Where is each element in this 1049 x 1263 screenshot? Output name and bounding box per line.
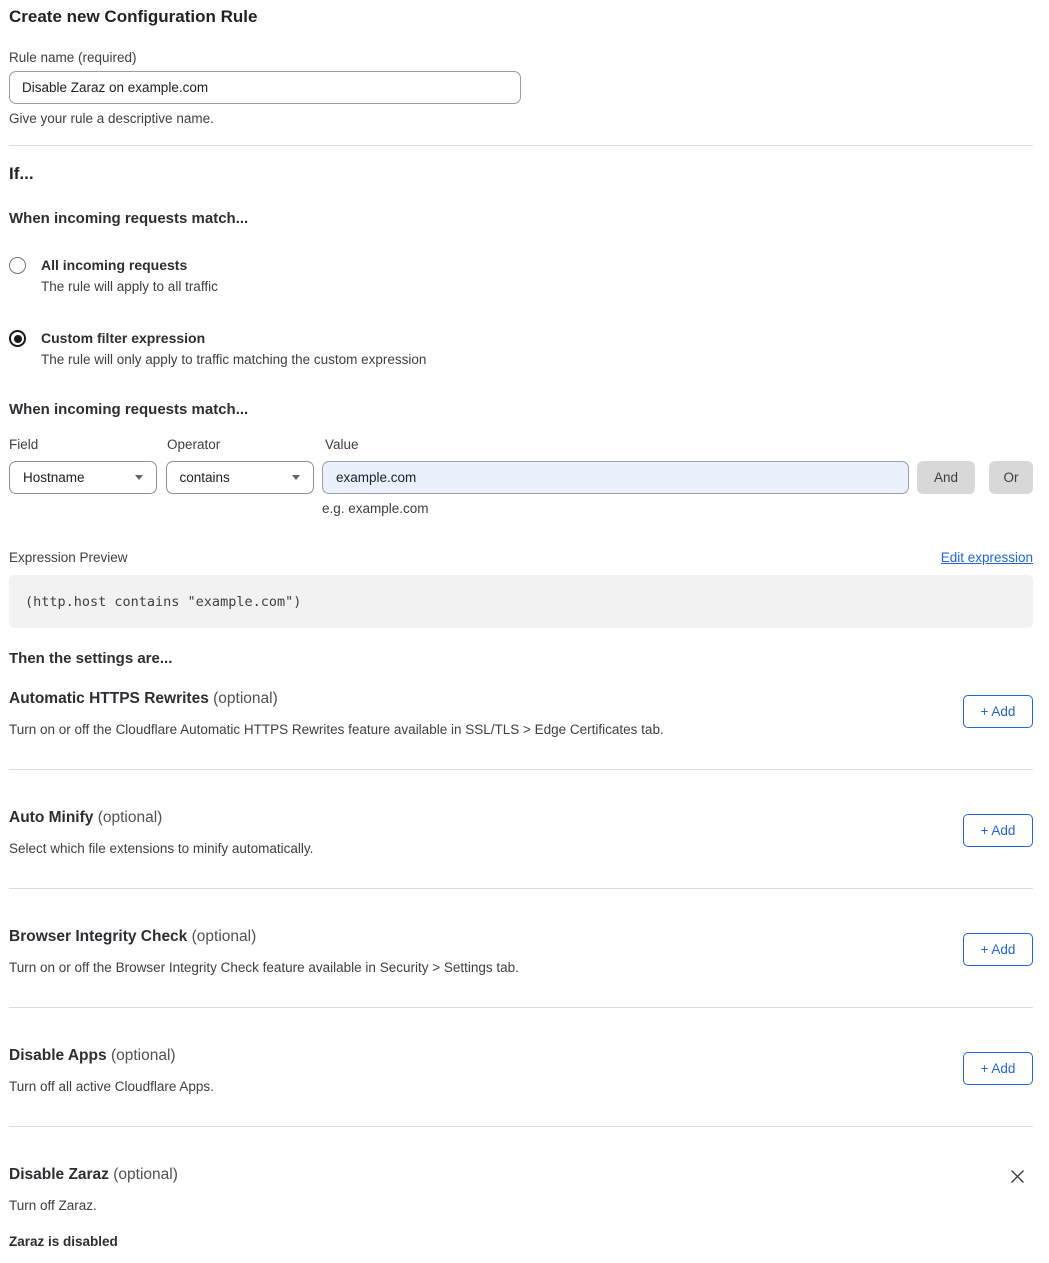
optional-tag: (optional) <box>110 1047 176 1064</box>
expression-preview-box <box>9 575 1033 628</box>
expression-text: (http.host contains "example.com") <box>25 593 302 610</box>
setting-description: Turn on or off the Browser Integrity Check feature available in Security > Settings tab. <box>9 960 519 975</box>
rule-name-input[interactable] <box>9 71 521 104</box>
rule-name-helper: Give your rule a descriptive name. <box>9 111 214 126</box>
radio-all-incoming-label: All incoming requests <box>41 257 188 273</box>
chevron-down-icon <box>135 475 143 480</box>
close-icon <box>1010 1169 1025 1184</box>
page-title: Create new Configuration Rule <box>9 7 258 26</box>
section-divider <box>9 145 1033 146</box>
and-button[interactable]: And <box>917 461 975 494</box>
setting-title: Disable Apps <box>9 1047 107 1064</box>
radio-option-custom-filter[interactable] <box>9 329 1033 369</box>
add-browser-integrity-check-button[interactable]: + Add <box>963 933 1033 966</box>
setting-title: Auto Minify <box>9 809 94 826</box>
incoming-requests-subheading: When incoming requests match... <box>9 210 249 227</box>
operator-select-value: contains <box>179 470 230 485</box>
setting-title: Disable Zaraz <box>9 1166 109 1183</box>
optional-tag: (optional) <box>97 809 163 826</box>
edit-expression-link[interactable]: Edit expression <box>940 550 1033 565</box>
add-auto-minify-button[interactable]: + Add <box>963 814 1033 847</box>
value-label: Value <box>325 437 359 452</box>
or-button[interactable]: Or <box>989 461 1033 494</box>
field-label: Field <box>9 437 39 452</box>
setting-browser-integrity-check <box>9 889 1033 1008</box>
radio-option-all-incoming[interactable] <box>9 256 1033 296</box>
field-select-value: Hostname <box>23 470 85 485</box>
setting-description: Turn off Zaraz. <box>9 1198 97 1213</box>
zaraz-status-text: Zaraz is disabled <box>9 1234 118 1249</box>
setting-disable-zaraz <box>9 1127 1033 1251</box>
setting-description: Turn on or off the Cloudflare Automatic HTTPS Rewrites feature available in SSL/TLS > Edge Certificates tab. <box>9 722 664 737</box>
setting-title: Automatic HTTPS Rewrites <box>9 690 209 707</box>
setting-description: Turn off all active Cloudflare Apps. <box>9 1079 214 1094</box>
operator-label: Operator <box>167 437 221 452</box>
radio-all-incoming[interactable] <box>9 257 26 274</box>
setting-auto-minify <box>9 770 1033 889</box>
create-configuration-rule-page <box>9 0 1033 1251</box>
chevron-down-icon <box>292 475 300 480</box>
field-select[interactable] <box>9 461 157 494</box>
optional-tag: (optional) <box>113 1166 178 1183</box>
optional-tag: (optional) <box>213 690 278 707</box>
rule-name-label: Rule name (required) <box>9 50 137 65</box>
radio-all-incoming-description: The rule will apply to all traffic <box>41 279 218 294</box>
add-disable-apps-button[interactable]: + Add <box>963 1052 1033 1085</box>
radio-custom-filter[interactable] <box>9 330 26 347</box>
setting-disable-apps <box>9 1008 1033 1127</box>
setting-automatic-https-rewrites <box>9 668 1033 770</box>
expression-preview-label: Expression Preview <box>9 550 128 565</box>
setting-title: Browser Integrity Check <box>9 928 188 945</box>
value-helper: e.g. example.com <box>322 501 429 516</box>
value-input[interactable] <box>322 461 909 494</box>
settings-heading: Then the settings are... <box>9 650 173 667</box>
remove-disable-zaraz-button[interactable] <box>1008 1167 1027 1186</box>
add-automatic-https-rewrites-button[interactable]: + Add <box>963 695 1033 728</box>
optional-tag: (optional) <box>191 928 257 945</box>
operator-select[interactable] <box>166 461 315 494</box>
radio-custom-filter-description: The rule will only apply to traffic matching the custom expression <box>41 352 427 367</box>
match-builder-subheading: When incoming requests match... <box>9 401 249 418</box>
radio-custom-filter-label: Custom filter expression <box>41 330 206 346</box>
setting-description: Select which file extensions to minify automatically. <box>9 841 314 856</box>
if-heading: If... <box>9 164 34 183</box>
